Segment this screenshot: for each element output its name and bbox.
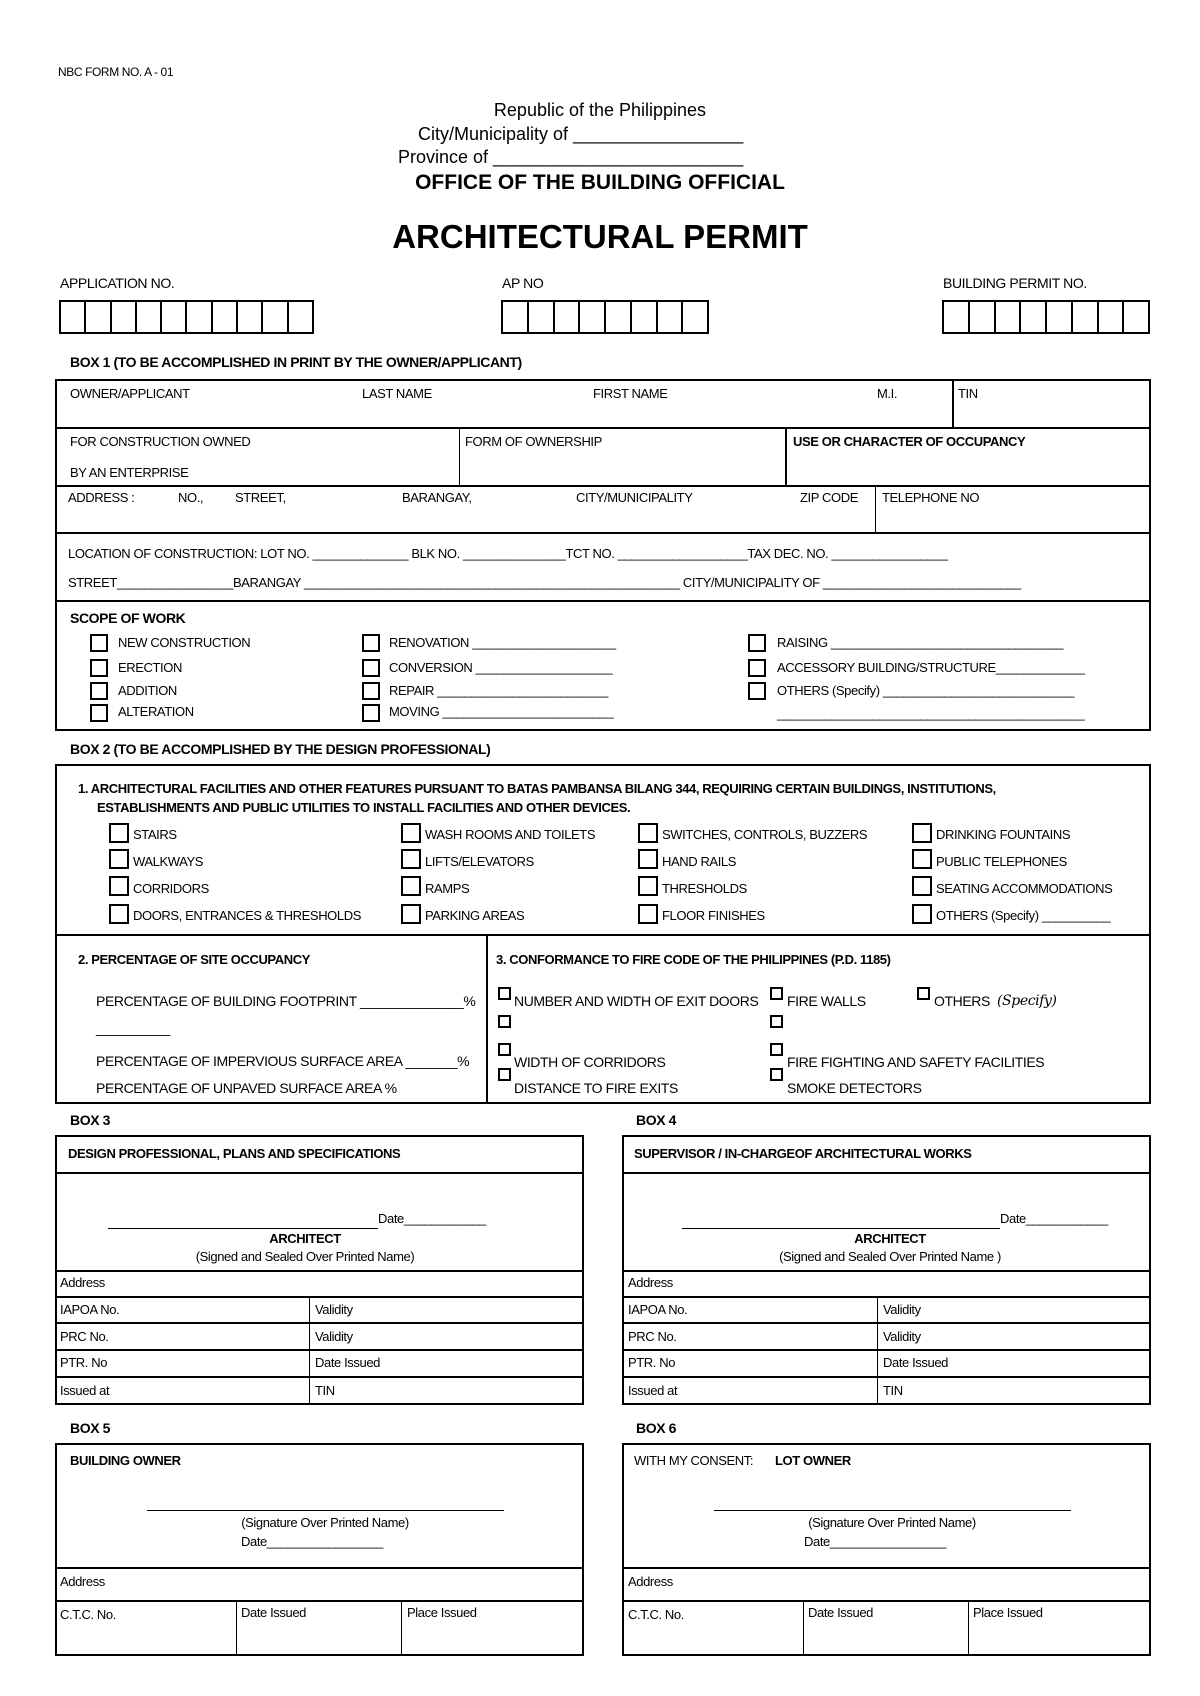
tin-label: TIN <box>958 386 978 401</box>
facility-label: STAIRS <box>133 827 177 842</box>
ramps-checkbox[interactable] <box>401 876 421 896</box>
box3-architect: ARCHITECT <box>269 1231 341 1246</box>
corridors-width-label: WIDTH OF CORRIDORS <box>514 1054 666 1070</box>
box1-heading: BOX 1 (TO BE ACCOMPLISHED IN PRINT BY THE OWNER/APPLICANT) <box>70 354 522 370</box>
box3-heading: BOX 3 <box>70 1112 111 1128</box>
facility-label: PUBLIC TELEPHONES <box>936 854 1067 869</box>
box3-address: Address <box>60 1275 105 1290</box>
facility-label: CORRIDORS <box>133 881 209 896</box>
seating-checkbox[interactable] <box>912 876 932 896</box>
box5-title: BUILDING OWNER <box>70 1453 181 1468</box>
item1-line2: ESTABLISHMENTS AND PUBLIC UTILITIES TO INSTALL FACILITIES AND OTHER DEVICES. <box>97 800 631 815</box>
repair-checkbox[interactable] <box>362 682 380 700</box>
alteration-checkbox[interactable] <box>90 704 108 722</box>
box5-address: Address <box>60 1574 105 1589</box>
architect-signature-line[interactable] <box>108 1228 378 1229</box>
blank-fire-checkbox-2[interactable] <box>770 1015 783 1028</box>
distance-exits-label: DISTANCE TO FIRE EXITS <box>514 1080 678 1096</box>
facility-label: DOORS, ENTRANCES & THRESHOLDS <box>133 908 361 923</box>
scope-label: CONVERSION ____________________ <box>389 660 613 675</box>
specify-label: (Specify) <box>997 993 1057 1009</box>
others-fire-checkbox[interactable] <box>917 987 930 1000</box>
address-city-label: CITY/MUNICIPALITY <box>576 490 693 505</box>
fire-fighting-label: FIRE FIGHTING AND SAFETY FACILITIES <box>787 1054 1045 1070</box>
owner-applicant-label: OWNER/APPLICANT <box>70 386 190 401</box>
facility-label: PARKING AREAS <box>425 908 525 923</box>
city-line: City/Municipality of _________________ <box>418 124 744 144</box>
box2-heading: BOX 2 (TO BE ACCOMPLISHED BY THE DESIGN PROFESSIONAL) <box>70 741 491 757</box>
impervious-area-label: PERCENTAGE OF IMPERVIOUS SURFACE AREA _______% <box>96 1053 470 1069</box>
thresholds-checkbox[interactable] <box>638 876 658 896</box>
address-no-label: NO., <box>178 490 204 505</box>
box3-issued-at: Issued at <box>60 1383 110 1398</box>
facility-label: SEATING ACCOMMODATIONS <box>936 881 1113 896</box>
item2-title: 2. PERCENTAGE OF SITE OCCUPANCY <box>78 952 310 967</box>
box3-prc: PRC No. <box>60 1329 109 1344</box>
box3-title: DESIGN PROFESSIONAL, PLANS AND SPECIFICATIONS <box>68 1146 401 1161</box>
facility-label: WASH ROOMS AND TOILETS <box>425 827 596 842</box>
facility-label: SWITCHES, CONTROLS, BUZZERS <box>662 827 868 842</box>
address-barangay-label: BARANGAY, <box>402 490 472 505</box>
smoke-detectors-checkbox[interactable] <box>770 1068 783 1081</box>
box6-frame <box>622 1443 1151 1656</box>
box5-ctc: C.T.C. No. <box>60 1607 116 1622</box>
fire-walls-label: FIRE WALLS <box>787 993 866 1009</box>
box6-address: Address <box>628 1574 673 1589</box>
box4-iapoa: IAPOA No. <box>628 1302 688 1317</box>
facility-label: HAND RAILS <box>662 854 737 869</box>
box3-date: Date____________ <box>378 1211 486 1226</box>
application-no-boxes[interactable] <box>59 300 314 334</box>
first-name-label: FIRST NAME <box>593 386 668 401</box>
raising-checkbox[interactable] <box>748 634 766 652</box>
box3-validity-1: Validity <box>315 1302 353 1317</box>
box5-heading: BOX 5 <box>70 1420 111 1436</box>
smoke-detectors-label: SMOKE DETECTORS <box>787 1080 922 1096</box>
stairs-checkbox[interactable] <box>109 823 129 843</box>
exit-doors-checkbox[interactable] <box>498 987 511 1000</box>
scope-others-line: _____________________________________________ <box>777 706 1085 721</box>
by-enterprise-label: BY AN ENTERPRISE <box>70 465 189 480</box>
new-construction-checkbox[interactable] <box>90 634 108 652</box>
scope-label: MOVING _________________________ <box>389 704 614 719</box>
box6-heading: BOX 6 <box>636 1420 677 1436</box>
box4-issued-at: Issued at <box>628 1383 678 1398</box>
scope-label: OTHERS (Specify) ____________________________ <box>777 683 1075 698</box>
others-scope-checkbox[interactable] <box>748 682 766 700</box>
use-occupancy-label: USE OR CHARACTER OF OCCUPANCY <box>793 434 1026 449</box>
box4-ptr: PTR. No <box>628 1355 676 1370</box>
scope-of-work-title: SCOPE OF WORK <box>70 610 186 626</box>
scope-label: ERECTION <box>118 660 182 675</box>
corridors-width-checkbox[interactable] <box>498 1043 511 1056</box>
box5-date: Date_________________ <box>241 1534 383 1549</box>
accessory-building-checkbox[interactable] <box>748 659 766 677</box>
public-telephones-checkbox[interactable] <box>912 849 932 869</box>
blank-line: __________ <box>96 1020 170 1036</box>
building-permit-no-label: BUILDING PERMIT NO. <box>943 275 1087 291</box>
scope-label: RENOVATION _____________________ <box>389 635 616 650</box>
lifts-checkbox[interactable] <box>401 849 421 869</box>
page-title: ARCHITECTURAL PERMIT <box>392 218 808 255</box>
conversion-checkbox[interactable] <box>362 659 380 677</box>
box5-place-issued: Place Issued <box>407 1605 477 1620</box>
doors-checkbox[interactable] <box>109 904 129 924</box>
scope-label: ALTERATION <box>118 704 194 719</box>
box3-tin: TIN <box>315 1383 335 1398</box>
fire-fighting-checkbox[interactable] <box>770 1043 783 1056</box>
box5-frame <box>55 1443 584 1656</box>
facility-label: WALKWAYS <box>133 854 203 869</box>
facility-label: LIFTS/ELEVATORS <box>425 854 534 869</box>
box6-signature: (Signature Over Printed Name) <box>808 1515 976 1530</box>
box3-signed: (Signed and Sealed Over Printed Name) <box>195 1249 415 1264</box>
facility-label: DRINKING FOUNTAINS <box>936 827 1071 842</box>
box6-title: LOT OWNER <box>775 1453 851 1468</box>
ap-no-boxes[interactable] <box>501 300 709 334</box>
box4-heading: BOX 4 <box>636 1112 677 1128</box>
form-of-ownership-label: FORM OF OWNERSHIP <box>465 434 602 449</box>
box6-ctc: C.T.C. No. <box>628 1607 684 1622</box>
blank-fire-checkbox-1[interactable] <box>498 1015 511 1028</box>
box4-prc: PRC No. <box>628 1329 677 1344</box>
box4-date: Date____________ <box>1000 1211 1108 1226</box>
erection-checkbox[interactable] <box>90 659 108 677</box>
address-street-label: STREET, <box>235 490 286 505</box>
ap-no-label: AP NO <box>502 275 544 291</box>
item1-line1: 1. ARCHITECTURAL FACILITIES AND OTHER FEATURES PURSUANT TO BATAS PAMBANSA BILANG 344, REQUIRING CERTAIN BUILDINGS, INSTITUTIONS, <box>78 781 996 796</box>
exit-doors-label: NUMBER AND WIDTH OF EXIT DOORS <box>514 993 759 1009</box>
scope-label: RAISING __________________________________ <box>777 635 1064 650</box>
lot-owner-signature-line[interactable] <box>714 1510 1071 1511</box>
box6-consent: WITH MY CONSENT: <box>634 1453 754 1468</box>
switches-checkbox[interactable] <box>638 823 658 843</box>
scope-label: REPAIR _________________________ <box>389 683 608 698</box>
box3-iapoa: IAPOA No. <box>60 1302 120 1317</box>
box4-title: SUPERVISOR / IN-CHARGEOF ARCHITECTURAL WORKS <box>634 1146 972 1161</box>
box3-date-issued: Date Issued <box>315 1355 380 1370</box>
location-line-2: STREET_________________BARANGAY _______________________________________________________ CITY/MUNICIPALITY OF _____________________________ <box>68 575 1021 590</box>
scope-label: NEW CONSTRUCTION <box>118 635 251 650</box>
building-owner-signature-line[interactable] <box>147 1510 504 1511</box>
box3-validity-2: Validity <box>315 1329 353 1344</box>
distance-exits-checkbox[interactable] <box>498 1068 511 1081</box>
fire-walls-checkbox[interactable] <box>770 987 783 1000</box>
floor-finishes-checkbox[interactable] <box>638 904 658 924</box>
building-permit-no-boxes[interactable] <box>942 300 1150 334</box>
box4-architect: ARCHITECT <box>854 1231 926 1246</box>
box6-place-issued: Place Issued <box>973 1605 1043 1620</box>
facility-label: THRESHOLDS <box>662 881 747 896</box>
office-title: OFFICE OF THE BUILDING OFFICIAL <box>415 171 785 194</box>
box6-date-issued: Date Issued <box>808 1605 873 1620</box>
moving-checkbox[interactable] <box>362 704 380 722</box>
supervisor-signature-line[interactable] <box>682 1228 1000 1229</box>
location-line-1: LOCATION OF CONSTRUCTION: LOT NO. ______________ BLK NO. _______________TCT NO. ___________________TAX DEC. NO. _________________ <box>68 546 948 561</box>
box4-tin: TIN <box>883 1383 903 1398</box>
building-footprint-label: PERCENTAGE OF BUILDING FOOTPRINT ______________% <box>96 993 476 1009</box>
item3-title: 3. CONFORMANCE TO FIRE CODE OF THE PHILIPPINES (P.D. 1185) <box>496 952 891 967</box>
facility-label: OTHERS (Specify) __________ <box>936 908 1111 923</box>
unpaved-area-label: PERCENTAGE OF UNPAVED SURFACE AREA % <box>96 1080 397 1096</box>
last-name-label: LAST NAME <box>362 386 432 401</box>
walkways-checkbox[interactable] <box>109 849 129 869</box>
zip-code-label: ZIP CODE <box>800 490 858 505</box>
box4-validity-1: Validity <box>883 1302 921 1317</box>
telephone-label: TELEPHONE NO <box>882 490 980 505</box>
addition-checkbox[interactable] <box>90 682 108 700</box>
box5-signature: (Signature Over Printed Name) <box>241 1515 409 1530</box>
drinking-fountains-checkbox[interactable] <box>912 823 932 843</box>
others-fire-label: OTHERS <box>934 993 990 1009</box>
box6-date: Date_________________ <box>804 1534 946 1549</box>
box4-address: Address <box>628 1275 673 1290</box>
form-number: NBC FORM NO. A - 01 <box>58 65 174 79</box>
corridors-checkbox[interactable] <box>109 876 129 896</box>
application-no-label: APPLICATION NO. <box>60 275 175 291</box>
box3-ptr: PTR. No <box>60 1355 108 1370</box>
wash-rooms-checkbox[interactable] <box>401 823 421 843</box>
box4-validity-2: Validity <box>883 1329 921 1344</box>
box4-signed: (Signed and Sealed Over Printed Name ) <box>779 1249 1001 1264</box>
scope-label: ACCESSORY BUILDING/STRUCTURE_____________ <box>777 660 1085 675</box>
for-construction-label: FOR CONSTRUCTION OWNED <box>70 434 251 449</box>
box5-date-issued: Date Issued <box>241 1605 306 1620</box>
renovation-checkbox[interactable] <box>362 634 380 652</box>
facility-label: FLOOR FINISHES <box>662 908 765 923</box>
scope-label: ADDITION <box>118 683 177 698</box>
box4-date-issued: Date Issued <box>883 1355 948 1370</box>
others-facility-checkbox[interactable] <box>912 904 932 924</box>
parking-areas-checkbox[interactable] <box>401 904 421 924</box>
address-label: ADDRESS : <box>68 490 135 505</box>
hand-rails-checkbox[interactable] <box>638 849 658 869</box>
province-line: Province of _________________________ <box>398 147 744 167</box>
republic-line: Republic of the Philippines <box>493 100 707 120</box>
mi-label: M.I. <box>877 386 898 401</box>
facility-label: RAMPS <box>425 881 470 896</box>
